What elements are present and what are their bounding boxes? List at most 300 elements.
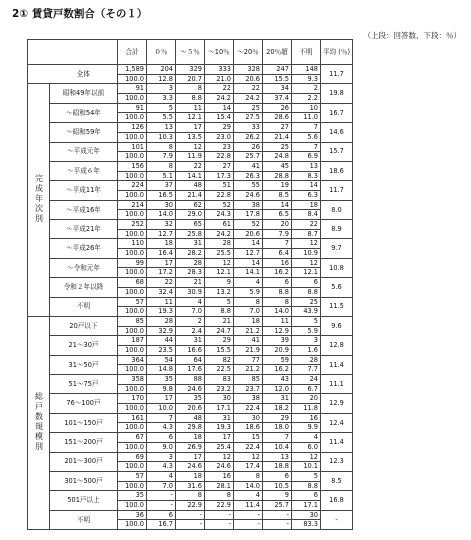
percent-cell: 25.7 [263, 500, 292, 510]
table-row-counts [28, 103, 353, 113]
count-cell: 28 [147, 316, 176, 326]
average-cell: 16.7 [321, 103, 353, 122]
count-cell: 7 [263, 433, 292, 443]
count-cell: 62 [176, 200, 205, 210]
percent-cell: 8.3 [292, 171, 321, 181]
percent-cell: 4.3 [147, 423, 176, 433]
table-row-counts [28, 220, 353, 230]
percent-cell: 8.8 [263, 287, 292, 297]
table-row-counts [28, 181, 353, 191]
count-cell: 18 [292, 200, 321, 210]
header-row [28, 40, 353, 65]
row-label: ～平成21年 [50, 220, 118, 239]
percent-cell: 20.6 [234, 229, 263, 239]
count-cell: 17 [176, 452, 205, 462]
row-label: 不明 [50, 297, 118, 316]
count-cell: 69 [118, 452, 147, 462]
count-cell: - [176, 510, 205, 520]
percent-cell: 10.1 [292, 462, 321, 472]
average-cell: 16.8 [321, 491, 353, 510]
count-cell: 32 [147, 220, 176, 230]
percent-cell: 2.4 [176, 326, 205, 336]
percent-cell: 22.9 [205, 500, 234, 510]
count-cell: 12 [292, 258, 321, 268]
count-cell: 43 [263, 375, 292, 385]
percent-cell: 22.5 [205, 365, 234, 375]
count-cell: 12 [234, 452, 263, 462]
count-cell: 1,589 [118, 65, 147, 75]
average-cell: 11.4 [321, 355, 353, 374]
percent-cell: 16.2 [263, 365, 292, 375]
table-row-counts [28, 375, 353, 385]
count-cell: 247 [263, 65, 292, 75]
count-cell: 6 [292, 278, 321, 288]
count-cell: 148 [292, 65, 321, 75]
count-cell: - [234, 510, 263, 520]
percent-cell: 100.0 [118, 268, 147, 278]
count-cell: 214 [118, 200, 147, 210]
count-cell: 29 [205, 123, 234, 133]
percent-cell: 24.6 [176, 462, 205, 472]
count-cell: 38 [234, 394, 263, 404]
count-cell: 54 [147, 355, 176, 365]
table-row-counts [28, 239, 353, 249]
percent-cell: 21.9 [234, 345, 263, 355]
percent-cell: 15.5 [205, 345, 234, 355]
count-cell: 35 [118, 491, 147, 501]
percent-cell: 9.9 [292, 423, 321, 433]
percent-cell: 8.5 [263, 190, 292, 200]
count-cell: 17 [205, 433, 234, 443]
percent-cell: 28.1 [205, 481, 234, 491]
average-cell: 5.6 [321, 278, 353, 297]
row-label: ～昭和59年 [50, 123, 118, 142]
percent-cell: - [263, 520, 292, 530]
count-cell: 4 [234, 491, 263, 501]
count-cell: 16 [263, 258, 292, 268]
percent-cell: 23.5 [147, 345, 176, 355]
count-cell: 24 [292, 375, 321, 385]
group-label [28, 84, 50, 317]
count-cell: 7 [292, 123, 321, 133]
percent-cell: 100.0 [118, 94, 147, 104]
table-row-counts [28, 471, 353, 481]
percent-cell: 21.2 [234, 365, 263, 375]
percent-cell: 7.0 [176, 307, 205, 317]
percent-cell: 100.0 [118, 326, 147, 336]
count-cell: 52 [234, 220, 263, 230]
count-cell: 27 [263, 123, 292, 133]
percent-cell: 29.8 [176, 423, 205, 433]
table-row-counts [28, 433, 353, 443]
count-cell: 30 [205, 394, 234, 404]
percent-cell: 26.2 [234, 132, 263, 142]
average-cell: 14.6 [321, 123, 353, 142]
row-label: ～平成11年 [50, 181, 118, 200]
percent-cell: 100.0 [118, 345, 147, 355]
count-cell: 15 [234, 433, 263, 443]
percent-cell: 28.6 [263, 113, 292, 123]
count-cell: 36 [118, 510, 147, 520]
count-cell: 2 [176, 316, 205, 326]
count-cell: 39 [263, 336, 292, 346]
count-cell: 18 [176, 471, 205, 481]
count-cell: 8 [176, 491, 205, 501]
count-cell: 83 [205, 375, 234, 385]
count-cell: 21 [205, 316, 234, 326]
header-over20pct: 20％超 [263, 40, 292, 65]
percent-cell: 12.1 [205, 268, 234, 278]
count-cell: 82 [205, 355, 234, 365]
count-cell: 161 [118, 413, 147, 423]
percent-cell: 16.2 [263, 268, 292, 278]
count-cell: 4 [234, 278, 263, 288]
percent-cell: 100.0 [118, 462, 147, 472]
percent-cell: 23.7 [234, 384, 263, 394]
count-cell: 29 [263, 413, 292, 423]
count-cell: - [205, 510, 234, 520]
count-cell: 13 [147, 123, 176, 133]
table-row-counts [28, 297, 353, 307]
percent-cell: 25.8 [176, 229, 205, 239]
count-cell: 6 [263, 471, 292, 481]
percent-cell: 18.0 [263, 423, 292, 433]
percent-cell: 7.0 [147, 481, 176, 491]
percent-cell: 25.5 [205, 249, 234, 259]
count-cell: 77 [234, 355, 263, 365]
count-cell: 31 [176, 239, 205, 249]
percent-cell: 100.0 [118, 210, 147, 220]
average-cell: 8.5 [321, 471, 353, 490]
percent-cell: 24.6 [176, 384, 205, 394]
percent-cell: 24.7 [205, 326, 234, 336]
percent-cell: 10.0 [147, 404, 176, 414]
count-cell: 17 [147, 258, 176, 268]
count-cell: 27 [205, 161, 234, 171]
percent-cell: 18.2 [263, 404, 292, 414]
percent-cell: 2.2 [292, 94, 321, 104]
count-cell: 57 [118, 297, 147, 307]
percent-cell: 6.9 [292, 152, 321, 162]
count-cell: 23 [205, 142, 234, 152]
count-cell: 4 [176, 297, 205, 307]
percent-cell: 5.5 [147, 113, 176, 123]
percent-cell: 28.8 [263, 171, 292, 181]
count-cell: 9 [205, 278, 234, 288]
count-cell: - [263, 510, 292, 520]
header-5pct: ～５％ [176, 40, 205, 65]
percent-cell: 100.0 [118, 404, 147, 414]
percent-cell: 3.3 [147, 94, 176, 104]
percent-cell: 5.9 [292, 326, 321, 336]
count-cell: 7 [263, 239, 292, 249]
percent-cell: 20.6 [234, 74, 263, 84]
percent-cell: 32.4 [147, 287, 176, 297]
row-label: ～令和元年 [50, 258, 118, 277]
count-cell: 6 [292, 491, 321, 501]
table-row-counts [28, 258, 353, 268]
table-title: 2① 賃貸戸数割合（その１） [12, 8, 148, 20]
percent-cell: 21.4 [263, 132, 292, 142]
percent-cell: 6.5 [263, 210, 292, 220]
count-cell: 14 [263, 200, 292, 210]
average-cell: 9.6 [321, 316, 353, 335]
group-label [28, 65, 50, 84]
count-cell: - [147, 491, 176, 501]
percent-cell: 16.7 [147, 520, 176, 530]
count-cell: 328 [234, 65, 263, 75]
count-cell: 51 [205, 181, 234, 191]
count-cell: 358 [118, 375, 147, 385]
count-cell: 88 [176, 375, 205, 385]
row-label: ～平成元年 [50, 142, 118, 161]
percent-cell: 6.4 [263, 249, 292, 259]
count-cell: 5 [292, 471, 321, 481]
percent-cell: 28.2 [176, 249, 205, 259]
count-cell: 8 [176, 84, 205, 94]
count-cell: 11 [263, 316, 292, 326]
count-cell: 22 [205, 84, 234, 94]
percent-cell: 17.1 [205, 404, 234, 414]
percent-cell: 17.4 [234, 462, 263, 472]
average-cell: 10.8 [321, 258, 353, 277]
percent-cell: 18.6 [234, 423, 263, 433]
percent-cell: 24.6 [234, 190, 263, 200]
table-row-counts [28, 394, 353, 404]
table-row-counts [28, 316, 353, 326]
percent-cell: 12.9 [263, 326, 292, 336]
percent-cell: 20.6 [176, 404, 205, 414]
average-cell: 19.8 [321, 84, 353, 103]
percent-cell: - [234, 520, 263, 530]
count-cell: 18 [147, 239, 176, 249]
count-cell: 41 [234, 161, 263, 171]
table-row-counts [28, 491, 353, 501]
count-cell: 61 [205, 220, 234, 230]
count-cell: 25 [263, 142, 292, 152]
count-cell: 38 [234, 200, 263, 210]
percent-cell: 12.0 [263, 384, 292, 394]
percent-cell: 5.6 [292, 132, 321, 142]
average-cell: 8.9 [321, 220, 353, 239]
count-cell: 8 [147, 142, 176, 152]
count-cell: 57 [118, 471, 147, 481]
percent-cell: 12.7 [147, 229, 176, 239]
percent-cell: 25.7 [234, 152, 263, 162]
count-cell: 99 [118, 258, 147, 268]
count-cell: 187 [118, 336, 147, 346]
table-row-counts [28, 123, 353, 133]
percent-cell: 8.8 [292, 287, 321, 297]
percent-cell: 100.0 [118, 74, 147, 84]
percent-cell: 11.9 [176, 152, 205, 162]
count-cell: 10 [292, 103, 321, 113]
percent-cell: 12.1 [292, 268, 321, 278]
count-cell: 67 [118, 433, 147, 443]
count-cell: 13 [292, 161, 321, 171]
count-cell: 2 [292, 84, 321, 94]
average-cell: 12.3 [321, 452, 353, 471]
count-cell: 35 [176, 394, 205, 404]
count-cell: 6 [263, 278, 292, 288]
count-cell: 204 [147, 65, 176, 75]
count-cell: 11 [176, 103, 205, 113]
percent-cell: 20.7 [176, 74, 205, 84]
percent-cell: 22.9 [176, 500, 205, 510]
count-cell: 126 [118, 123, 147, 133]
percent-cell: 21.0 [205, 74, 234, 84]
percent-cell: 24.3 [205, 210, 234, 220]
percent-cell: 12.8 [147, 74, 176, 84]
percent-cell: 15.4 [205, 113, 234, 123]
percent-cell: 14.0 [263, 307, 292, 317]
percent-cell: 5.1 [147, 171, 176, 181]
percent-cell: 5.9 [234, 287, 263, 297]
table-row-counts [28, 200, 353, 210]
count-cell: 35 [147, 375, 176, 385]
count-cell: 41 [234, 336, 263, 346]
count-cell: 5 [205, 297, 234, 307]
count-cell: 12 [176, 142, 205, 152]
count-cell: 22 [147, 278, 176, 288]
percent-cell: 16.4 [147, 249, 176, 259]
percent-cell: 8.8 [292, 481, 321, 491]
count-cell: 170 [118, 394, 147, 404]
percent-cell: 14.1 [234, 268, 263, 278]
count-cell: 26 [263, 103, 292, 113]
percent-cell: 7.9 [147, 152, 176, 162]
percent-cell: 100.0 [118, 520, 147, 530]
count-cell: 12 [292, 239, 321, 249]
count-cell: 364 [118, 355, 147, 365]
percent-cell: 25.4 [205, 442, 234, 452]
percent-cell: 22.4 [234, 442, 263, 452]
corner-cell [28, 40, 118, 65]
count-cell: 224 [118, 181, 147, 191]
percent-cell: 100.0 [118, 229, 147, 239]
percent-cell: 100.0 [118, 500, 147, 510]
count-cell: 30 [234, 413, 263, 423]
table-row-counts [28, 142, 353, 152]
table-row-counts [28, 84, 353, 94]
row-label: ～平成16年 [50, 200, 118, 219]
count-cell: 8 [263, 297, 292, 307]
percent-cell: 10.3 [147, 132, 176, 142]
count-cell: 29 [205, 336, 234, 346]
average-cell: 11.1 [321, 375, 353, 394]
row-label: 20戸以下 [50, 316, 118, 335]
percent-cell: 9.3 [292, 74, 321, 84]
count-cell: 26 [234, 142, 263, 152]
count-cell: 18 [234, 316, 263, 326]
count-cell: 45 [263, 161, 292, 171]
row-label: 31～50戸 [50, 355, 118, 374]
count-cell: 12 [292, 452, 321, 462]
count-cell: 30 [147, 200, 176, 210]
count-cell: 19 [263, 181, 292, 191]
count-cell: 7 [292, 142, 321, 152]
percent-cell: 17.3 [205, 171, 234, 181]
count-cell: 85 [234, 375, 263, 385]
percent-cell: 100.0 [118, 113, 147, 123]
count-cell: 14 [205, 103, 234, 113]
count-cell: 7 [147, 413, 176, 423]
percent-cell: 8.8 [205, 307, 234, 317]
average-cell: 18.6 [321, 161, 353, 180]
count-cell: 8 [147, 161, 176, 171]
percent-cell: 12.1 [176, 113, 205, 123]
row-label: 101～150戸 [50, 413, 118, 432]
average-cell: 11.5 [321, 297, 353, 316]
average-cell: 9.7 [321, 239, 353, 258]
count-cell: 22 [234, 84, 263, 94]
count-cell: 17 [176, 123, 205, 133]
percent-cell: 4.3 [147, 462, 176, 472]
count-cell: 52 [205, 200, 234, 210]
percent-cell: 17.2 [147, 268, 176, 278]
percent-cell: 43.9 [292, 307, 321, 317]
percent-cell: 100.0 [118, 384, 147, 394]
count-cell: 8 [205, 491, 234, 501]
percent-cell: 11.0 [292, 113, 321, 123]
percent-cell: 21.4 [176, 190, 205, 200]
percent-cell: 24.2 [205, 94, 234, 104]
count-cell: 44 [147, 336, 176, 346]
percent-cell: 100.0 [118, 287, 147, 297]
row-label: 21～30戸 [50, 336, 118, 355]
rental-ratio-table [27, 39, 353, 530]
percent-cell: 16.5 [147, 190, 176, 200]
header-20pct: ～20％ [234, 40, 263, 65]
count-cell: 14 [234, 239, 263, 249]
percent-cell: 19.3 [205, 423, 234, 433]
percent-cell: 83.3 [292, 520, 321, 530]
count-cell: 31 [263, 394, 292, 404]
count-cell: 3 [147, 84, 176, 94]
count-cell: 48 [176, 413, 205, 423]
count-cell: 13 [263, 452, 292, 462]
percent-cell: 100.0 [118, 365, 147, 375]
count-cell: 91 [118, 103, 147, 113]
row-label: 51～75戸 [50, 375, 118, 394]
count-cell: 110 [118, 239, 147, 249]
count-cell: 3 [147, 452, 176, 462]
count-cell: 30 [292, 510, 321, 520]
count-cell: 17 [147, 394, 176, 404]
percent-cell: 27.5 [234, 113, 263, 123]
count-cell: 6 [147, 510, 176, 520]
percent-cell: 24.2 [205, 229, 234, 239]
percent-cell: 15.5 [263, 74, 292, 84]
percent-cell: 13.5 [176, 132, 205, 142]
average-cell: 11.7 [321, 181, 353, 200]
table-row-counts [28, 355, 353, 365]
row-label: 201～300戸 [50, 452, 118, 471]
percent-cell: 17.8 [234, 210, 263, 220]
count-cell: 333 [205, 65, 234, 75]
row-label: 昭和49年以前 [50, 84, 118, 103]
count-cell: 55 [234, 181, 263, 191]
header-10pct: ～10％ [205, 40, 234, 65]
percent-cell: 22.4 [234, 404, 263, 414]
percent-cell: 6.0 [292, 442, 321, 452]
percent-cell: 14.0 [147, 210, 176, 220]
table-row-counts [28, 278, 353, 288]
percent-cell: 20.9 [263, 345, 292, 355]
count-cell: 33 [234, 123, 263, 133]
count-cell: 5 [147, 103, 176, 113]
count-cell: 12 [205, 452, 234, 462]
